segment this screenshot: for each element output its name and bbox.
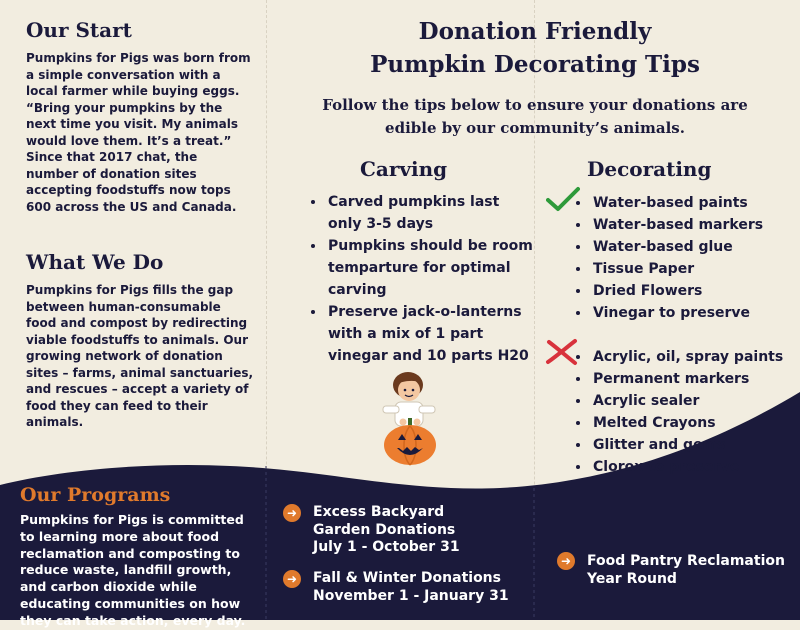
list-item: • Carved pumpkins last only 3-5 days <box>326 191 536 235</box>
decorating-heading: Decorating <box>587 157 712 181</box>
page-subtitle: Follow the tips below to ensure your donations are edible by our community’s animals. <box>322 96 748 137</box>
list-item: • Preserve jack-o-lanterns with a mix of 1 part vinegar and 10 parts H20 <box>326 301 536 367</box>
list-item: • Clorox to preserve <box>591 456 800 478</box>
decorating-approved-list <box>573 192 800 324</box>
arrow-right-icon: ➜ <box>283 570 301 588</box>
list-item: • Tissue Paper <box>591 258 800 280</box>
list-item: • Glitter and gems <box>591 434 800 456</box>
list-item: • Acrylic, oil, spray paints <box>591 346 800 368</box>
our-start-text: Pumpkins for Pigs was born from a simple conversation with a local farmer while buying eggs. “Bring your pumpkins by the next time you visit. My animals would love them. It’s a treat.” Since that 2017 chat, the number of donation sites accepting foodstuffs now tops 600 across the US and Canada. <box>26 51 251 214</box>
program-title-line: Fall & Winter Donations <box>313 570 501 586</box>
page-title-line-2: Pumpkin Decorating Tips <box>370 51 700 78</box>
carving-list <box>308 191 536 367</box>
carving-heading: Carving <box>360 157 448 181</box>
page-title-line-1: Donation Friendly <box>418 18 652 45</box>
program-dates: Year Round <box>587 570 677 587</box>
list-item: • Permanent markers <box>591 368 800 390</box>
our-start-heading: Our Start <box>26 18 132 42</box>
decorating-avoid-list <box>573 346 800 478</box>
arrow-right-icon: ➜ <box>283 504 301 522</box>
page-title <box>355 15 715 81</box>
list-item: • Dried Flowers <box>591 280 800 302</box>
arrow-right-icon: ➜ <box>557 552 575 570</box>
program-title-line: Food Pantry Reclamation <box>587 553 785 569</box>
list-item: • Acrylic sealer <box>591 390 800 412</box>
boy-with-pumpkin-illustration <box>375 370 445 470</box>
program-dates: November 1 - January 31 <box>313 587 509 604</box>
program-dates: July 1 - October 31 <box>313 539 460 555</box>
list-item: • Water-based glue <box>591 236 800 258</box>
our-programs-text: Pumpkins for Pigs is committed to learning more about food reclamation and composting to reduce waste, landfill growth, and carbon dioxide while educating communities on how they can take action, every day. <box>20 512 246 628</box>
what-we-do-text: Pumpkins for Pigs fills the gap between human-consumable food and compost by redirecting viable foodstuffs to animals. Our growing network of donation sites – farms, animal sanctuaries, and rescues – accept a variety of food they can feed to their animals. <box>26 283 254 429</box>
what-we-do-heading: What We Do <box>26 250 164 274</box>
program-title-line: Garden Donations <box>313 521 456 538</box>
list-item: • Vinegar to preserve <box>591 302 800 324</box>
our-programs-heading: Our Programs <box>20 484 171 506</box>
list-item: • Water-based paints <box>591 192 800 214</box>
list-item: • Water-based markers <box>591 214 800 236</box>
list-item: • Pumpkins should be room temparture for optimal carving <box>326 235 536 301</box>
list-item: • Melted Crayons <box>591 412 800 434</box>
program-title-line: Excess Backyard <box>313 504 445 520</box>
